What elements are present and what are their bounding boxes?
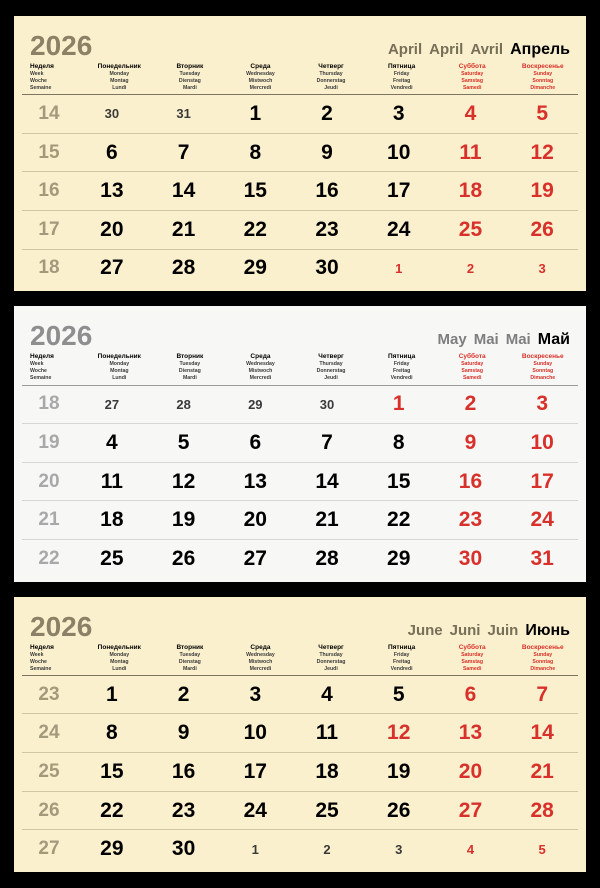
weekday-label-ru: Суббота (458, 63, 486, 70)
month-name-russian: Июнь (525, 621, 570, 639)
day-cell[interactable]: 7 (177, 140, 190, 164)
weekday-label-translation: Samstag (461, 368, 483, 375)
day-cell[interactable]: 12 (530, 140, 554, 164)
day-cell[interactable]: 11 (459, 140, 482, 164)
week-number: 19 (38, 431, 60, 453)
month-name-latin: May (437, 331, 467, 349)
month-name-latin: Juni (449, 621, 481, 639)
weekday-label-translation: Wednesday (246, 361, 275, 368)
weekday-label-translation: Freitag (392, 78, 411, 85)
day-cell[interactable]: 9 (321, 140, 333, 164)
day-cell[interactable]: 31 (176, 106, 191, 122)
month-block-header (22, 22, 578, 60)
day-cell[interactable]: 21 (171, 217, 196, 241)
day-cell[interactable]: 3 (536, 392, 549, 416)
day-cell[interactable]: 28 (171, 256, 196, 280)
weekday-label-ru: Пятница (387, 353, 416, 361)
weekday-label-translation: Week (30, 71, 44, 78)
day-cell[interactable]: 28 (176, 396, 191, 412)
weekday-header-cell (296, 644, 367, 673)
day-cell[interactable]: 4 (466, 841, 475, 857)
month-names (408, 621, 570, 641)
weekday-label-translation: Sonntag (532, 658, 554, 665)
day-cell[interactable]: 3 (395, 841, 403, 857)
weekday-label-translation: Vendredi (390, 665, 413, 672)
day-cell[interactable]: 21 (315, 508, 339, 532)
week-number: 18 (38, 257, 60, 279)
weekday-label-ru: Воскресенье (521, 63, 564, 70)
weekday-label-translation: Donnerstag (316, 368, 346, 375)
weekday-label-translation: Dimanche (530, 665, 556, 672)
day-cell[interactable]: 6 (106, 140, 118, 164)
weekday-label-translation: Wednesday (246, 651, 275, 658)
weekday-label-ru: Понедельник (97, 643, 141, 651)
day-cell[interactable]: 6 (249, 430, 262, 454)
weekday-label-translation: Monday (109, 361, 130, 368)
day-cell[interactable]: 11 (100, 469, 123, 493)
day-cell[interactable]: 29 (243, 256, 267, 280)
day-cell[interactable]: 30 (315, 256, 339, 280)
weekday-label-translation: Mardi (182, 85, 197, 92)
weekday-label-ru: Суббота (458, 353, 486, 361)
day-cell[interactable]: 7 (321, 430, 333, 454)
weekday-label-translation: Thursday (319, 361, 343, 368)
day-cell[interactable]: 23 (171, 798, 196, 822)
weekday-label-ru: Пятница (387, 63, 416, 70)
week-row (22, 210, 578, 249)
week-row (22, 133, 578, 172)
day-cell[interactable]: 26 (530, 217, 554, 241)
weekday-label-translation: Mercredi (249, 665, 272, 672)
year-label: 2026 (30, 610, 93, 642)
weekday-header-cell (507, 644, 578, 673)
day-cell[interactable]: 2 (323, 841, 331, 857)
day-cell[interactable]: 26 (171, 546, 196, 570)
month-name-latin: Mai (505, 331, 531, 349)
weekday-label-ru: Неделя (30, 63, 54, 70)
weekday-label-ru: Четверг (318, 63, 344, 70)
weekday-label-translation: Mistwoch (248, 658, 273, 665)
week-number: 17 (38, 218, 60, 240)
day-cell[interactable]: 31 (530, 546, 554, 570)
day-cell[interactable]: 14 (315, 469, 339, 493)
day-cell[interactable]: 4 (106, 430, 118, 454)
weekday-label-ru: Четверг (318, 353, 344, 361)
day-cell[interactable]: 5 (392, 682, 405, 706)
week-number: 18 (38, 393, 60, 415)
day-cell[interactable]: 15 (100, 759, 124, 783)
day-cell[interactable]: 13 (100, 179, 124, 203)
weekday-label-ru: Вторник (176, 643, 204, 651)
day-cell[interactable]: 27 (100, 256, 124, 280)
day-cell[interactable]: 14 (171, 179, 196, 203)
day-cell[interactable]: 1 (106, 682, 118, 706)
month-names (388, 40, 570, 60)
weekday-header-cell (507, 353, 578, 382)
day-cell[interactable]: 16 (171, 759, 196, 783)
day-cell[interactable]: 6 (464, 682, 477, 706)
weekday-label-translation: Sunday (533, 71, 553, 78)
day-cell[interactable]: 22 (243, 217, 267, 241)
weekday-label-translation: Dienstag (178, 658, 201, 665)
day-cell[interactable]: 16 (315, 179, 339, 203)
weekday-label-translation: Samedi (462, 85, 482, 92)
month-name-latin: April (429, 41, 464, 58)
weekday-label-translation: Donnerstag (316, 78, 346, 85)
day-cell[interactable]: 18 (315, 759, 339, 783)
weekday-label-ru: Суббота (458, 643, 486, 651)
month-name-russian: Май (537, 331, 570, 349)
day-cell[interactable]: 10 (387, 140, 411, 164)
weekday-label-translation: Week (30, 361, 44, 368)
weekday-header-cell (84, 63, 155, 92)
week-row (22, 171, 578, 210)
day-cell[interactable]: 25 (315, 798, 339, 822)
day-cell[interactable]: 17 (530, 469, 554, 493)
weekday-label-translation: Week (30, 651, 44, 658)
day-cell[interactable]: 1 (251, 841, 259, 857)
weekday-label-translation: Monday (109, 71, 130, 78)
weekday-label-translation: Vendredi (390, 375, 413, 382)
weekday-label-ru: Среда (250, 63, 271, 70)
day-cell[interactable]: 19 (387, 759, 411, 783)
weekday-header-row (22, 60, 578, 94)
weekday-label-translation: Woche (30, 368, 47, 375)
week-row (22, 829, 578, 868)
week-row (22, 500, 578, 539)
day-cell[interactable]: 30 (458, 546, 483, 570)
weekday-header-cell (437, 63, 508, 92)
day-cell[interactable]: 2 (321, 101, 333, 125)
day-cell[interactable]: 24 (530, 508, 554, 532)
month-name-latin: Juin (487, 621, 519, 639)
weekday-label-ru: Неделя (30, 643, 54, 651)
week-row (22, 423, 578, 462)
day-cell[interactable]: 30 (319, 396, 335, 412)
week-number: 15 (38, 141, 60, 163)
month-name-latin: April (387, 41, 423, 58)
day-cell[interactable]: 5 (538, 841, 546, 857)
month-block (14, 597, 586, 872)
weekday-label-ru: Вторник (176, 353, 204, 361)
weekday-label-translation: Sunday (533, 651, 553, 658)
weekday-label-translation: Monday (109, 651, 130, 658)
weekday-label-translation: Mercredi (249, 85, 272, 92)
weekday-header-cell (437, 353, 508, 382)
day-cell[interactable]: 14 (530, 721, 554, 745)
weekday-label-ru: Воскресенье (521, 353, 564, 361)
day-cell[interactable]: 25 (458, 217, 483, 241)
day-cell[interactable]: 15 (387, 469, 411, 493)
month-block (14, 16, 586, 291)
weekday-label-translation: Wednesday (246, 71, 275, 78)
weekday-label-translation: Semaine (30, 375, 52, 382)
weekday-label-translation: Woche (30, 658, 47, 665)
day-cell[interactable]: 9 (464, 430, 477, 454)
weekday-label-translation: Samedi (462, 375, 482, 382)
weekday-label-ru: Вторник (176, 63, 204, 70)
week-row (22, 385, 578, 424)
weekday-header-cell (507, 63, 578, 92)
day-cell[interactable]: 17 (243, 759, 267, 783)
day-cell[interactable]: 11 (315, 721, 339, 745)
day-cell[interactable]: 19 (530, 179, 554, 203)
weekday-label-translation: Freitag (392, 368, 411, 375)
weekday-header-cell (225, 644, 296, 673)
day-cell[interactable]: 2 (466, 260, 475, 276)
week-number: 24 (38, 722, 60, 744)
weekday-label-ru: Неделя (30, 353, 54, 361)
month-block-header (22, 603, 578, 641)
day-cell[interactable]: 30 (171, 837, 196, 861)
week-row (22, 752, 578, 791)
weekday-label-translation: Jeudi (324, 665, 338, 672)
week-number: 22 (38, 547, 60, 569)
day-cell[interactable]: 3 (249, 682, 262, 706)
weekday-label-translation: Thursday (319, 651, 343, 658)
day-cell[interactable]: 22 (100, 798, 124, 822)
day-cell[interactable]: 7 (536, 682, 549, 706)
day-cell[interactable]: 24 (243, 798, 267, 822)
day-cell[interactable]: 23 (458, 508, 483, 532)
day-cell[interactable]: 10 (243, 721, 267, 745)
weekday-label-translation: Mistwoch (248, 78, 273, 85)
weekday-header-cell (155, 353, 226, 382)
year-label: 2026 (30, 30, 93, 61)
month-name-latin: June (407, 621, 443, 639)
weekday-header-row (22, 641, 578, 675)
weekday-header-cell (155, 644, 226, 673)
day-cell[interactable]: 16 (458, 469, 483, 493)
weekday-label-translation: Dimanche (530, 85, 556, 92)
day-cell[interactable]: 2 (177, 682, 190, 706)
weekday-label-translation: Dimanche (530, 375, 556, 382)
weekday-label-translation: Samedi (462, 665, 482, 672)
day-cell[interactable]: 8 (106, 721, 118, 745)
day-cell[interactable]: 8 (249, 140, 262, 164)
weekday-label-translation: Woche (30, 78, 47, 85)
weekday-label-translation: Montag (110, 658, 129, 665)
month-block (14, 306, 586, 581)
month-name-russian: Апрель (510, 41, 570, 58)
day-cell[interactable]: 5 (536, 101, 549, 125)
day-cell[interactable]: 30 (104, 106, 120, 122)
day-cell[interactable]: 20 (100, 217, 124, 241)
month-block-header (22, 312, 578, 350)
weekday-label-translation: Friday (393, 71, 410, 78)
day-cell[interactable]: 29 (248, 396, 263, 412)
month-name-latin: Avril (470, 41, 504, 58)
week-row (22, 791, 578, 830)
week-number: 21 (38, 509, 60, 531)
weekday-label-translation: Samstag (461, 658, 483, 665)
weekday-header-cell (155, 63, 226, 92)
weekday-label-ru: Воскресенье (521, 643, 564, 651)
weekday-label-translation: Mercredi (249, 375, 272, 382)
day-cell[interactable]: 25 (100, 546, 124, 570)
weekday-label-translation: Montag (110, 368, 129, 375)
day-cell[interactable]: 13 (243, 469, 267, 493)
weekday-label-translation: Semaine (30, 665, 52, 672)
weekday-label-translation: Tuesday (179, 71, 201, 78)
week-number: 14 (38, 102, 60, 124)
weekday-label-translation: Semaine (30, 85, 52, 92)
day-cell[interactable]: 27 (243, 546, 267, 570)
weekday-label-translation: Freitag (392, 658, 411, 665)
day-cell[interactable]: 17 (387, 179, 411, 203)
weekday-header-cell (366, 644, 437, 673)
weekday-label-translation: Lundi (112, 665, 127, 672)
weekday-label-translation: Dienstag (178, 78, 201, 85)
weekday-header-cell (296, 63, 367, 92)
day-cell[interactable]: 22 (387, 508, 411, 532)
day-cell[interactable]: 13 (458, 721, 483, 745)
weekday-header-row (22, 350, 578, 384)
week-row (22, 94, 578, 133)
year-label: 2026 (30, 320, 93, 352)
day-cell[interactable]: 24 (387, 217, 411, 241)
weekday-label-translation: Jeudi (324, 85, 338, 92)
day-cell[interactable]: 3 (392, 101, 405, 125)
weekday-label-translation: Samstag (461, 78, 483, 85)
day-cell[interactable]: 26 (387, 798, 411, 822)
weeks-grid (22, 385, 578, 578)
week-number: 25 (38, 760, 60, 782)
day-cell[interactable]: 2 (464, 392, 477, 416)
weekday-header-cell (84, 353, 155, 382)
day-cell[interactable]: 28 (530, 798, 554, 822)
day-cell[interactable]: 20 (458, 759, 483, 783)
week-number: 20 (38, 470, 60, 492)
day-cell[interactable]: 4 (321, 682, 333, 706)
week-row (22, 539, 578, 578)
weekday-label-ru: Среда (250, 643, 271, 651)
day-cell[interactable]: 5 (177, 430, 190, 454)
week-number: 16 (38, 180, 60, 202)
day-cell[interactable]: 4 (464, 101, 477, 125)
weekday-label-translation: Montag (110, 78, 129, 85)
weekday-header-cell (22, 644, 84, 673)
day-cell[interactable]: 18 (458, 179, 483, 203)
day-cell[interactable]: 15 (243, 179, 267, 203)
month-name-latin: Mai (473, 331, 499, 349)
weeks-grid (22, 94, 578, 287)
day-cell[interactable]: 12 (171, 469, 196, 493)
day-cell[interactable]: 12 (387, 721, 411, 745)
weekday-label-translation: Mardi (182, 375, 197, 382)
weekday-label-translation: Saturday (461, 361, 484, 368)
day-cell[interactable]: 29 (100, 837, 124, 861)
weekday-label-translation: Mistwoch (248, 368, 273, 375)
day-cell[interactable]: 9 (177, 721, 190, 745)
day-cell[interactable]: 10 (530, 430, 554, 454)
weekday-header-cell (366, 63, 437, 92)
day-cell[interactable]: 19 (171, 508, 196, 532)
week-number: 26 (38, 799, 60, 821)
day-cell[interactable]: 8 (392, 430, 405, 454)
weekday-label-ru: Понедельник (97, 63, 141, 70)
week-number: 27 (38, 838, 60, 860)
week-row (22, 462, 578, 501)
day-cell[interactable]: 1 (392, 392, 405, 416)
weekday-label-translation: Friday (393, 651, 410, 658)
weekday-label-translation: Lundi (112, 375, 127, 382)
week-number: 23 (38, 683, 60, 705)
weekday-label-translation: Sonntag (532, 368, 554, 375)
weekday-label-ru: Четверг (318, 643, 344, 651)
day-cell[interactable]: 20 (243, 508, 267, 532)
weekday-label-translation: Dienstag (178, 368, 201, 375)
day-cell[interactable]: 21 (530, 759, 554, 783)
weekday-label-ru: Понедельник (97, 353, 141, 361)
weekday-header-cell (225, 63, 296, 92)
day-cell[interactable]: 18 (100, 508, 124, 532)
weekday-header-cell (296, 353, 367, 382)
day-cell[interactable]: 27 (104, 396, 120, 412)
weekday-label-translation: Tuesday (179, 651, 201, 658)
month-names (438, 330, 570, 350)
weekday-label-translation: Friday (393, 361, 410, 368)
weekday-header-cell (22, 63, 84, 92)
day-cell[interactable]: 1 (395, 260, 403, 276)
week-row (22, 249, 578, 288)
weekday-header-cell (366, 353, 437, 382)
weekday-label-ru: Пятница (387, 643, 416, 651)
day-cell[interactable]: 1 (249, 101, 262, 125)
weekday-header-cell (437, 644, 508, 673)
weekday-label-translation: Jeudi (324, 375, 338, 382)
week-row (22, 713, 578, 752)
weekday-header-cell (22, 353, 84, 382)
weekday-label-translation: Vendredi (390, 85, 413, 92)
weekday-label-translation: Donnerstag (316, 658, 346, 665)
weekday-header-cell (84, 644, 155, 673)
weekday-header-cell (225, 353, 296, 382)
day-cell[interactable]: 29 (387, 546, 411, 570)
weekday-label-translation: Tuesday (179, 361, 201, 368)
day-cell[interactable]: 3 (538, 260, 546, 276)
weekday-label-translation: Saturday (461, 651, 484, 658)
day-cell[interactable]: 27 (458, 798, 483, 822)
day-cell[interactable]: 28 (315, 546, 339, 570)
weekday-label-translation: Sunday (533, 361, 553, 368)
weekday-label-translation: Saturday (461, 71, 484, 78)
weekday-label-ru: Среда (250, 353, 271, 361)
weekday-label-translation: Lundi (112, 85, 127, 92)
weekday-label-translation: Thursday (319, 71, 343, 78)
weekday-label-translation: Mardi (182, 665, 197, 672)
week-row (22, 675, 578, 714)
day-cell[interactable]: 23 (315, 217, 339, 241)
weekday-label-translation: Sonntag (532, 78, 554, 85)
weeks-grid (22, 675, 578, 868)
